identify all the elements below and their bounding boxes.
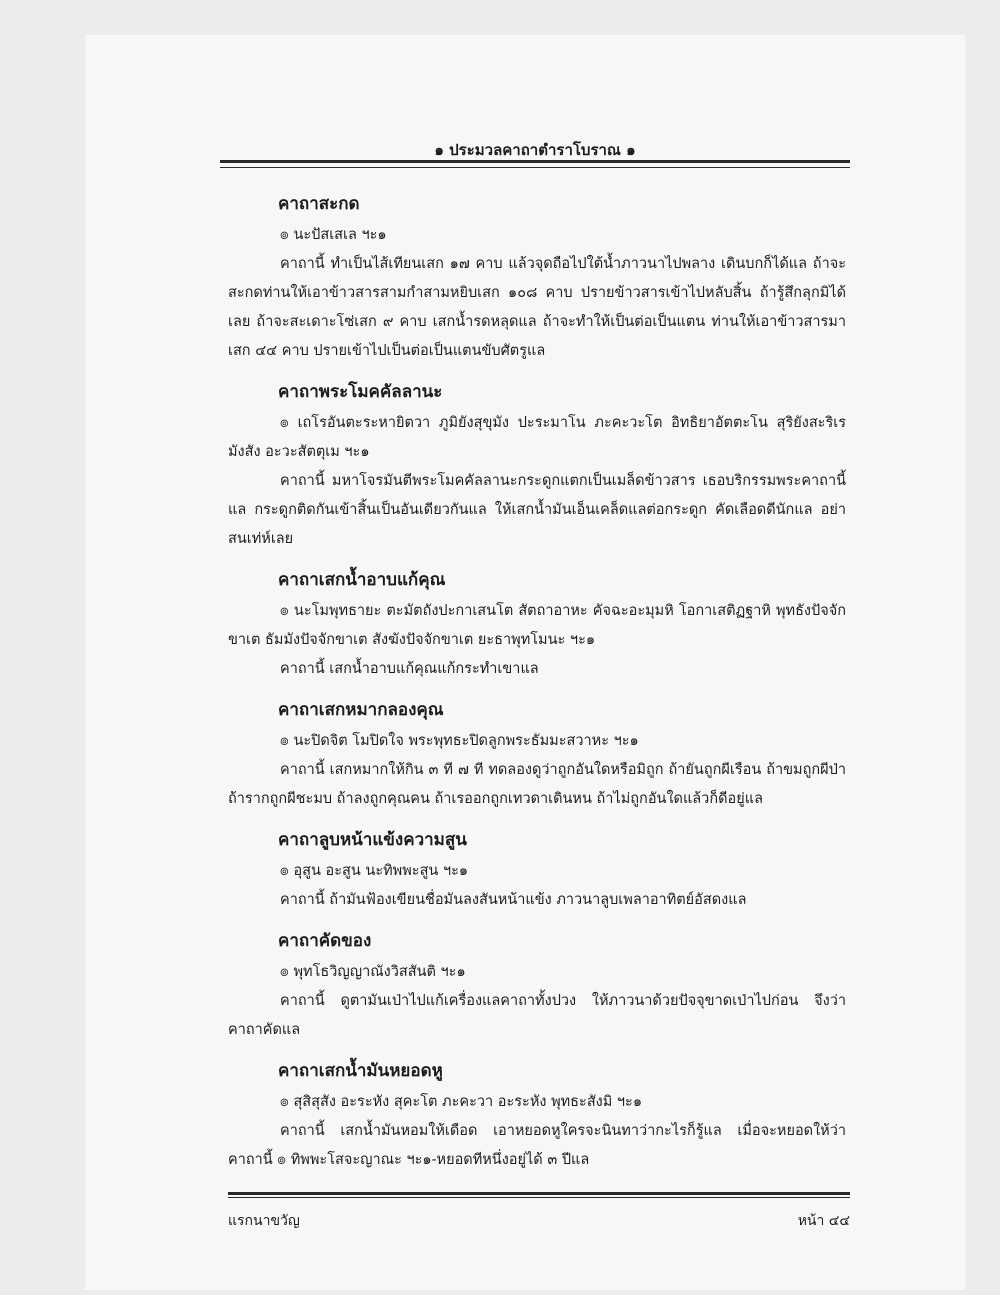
section	[228, 696, 846, 814]
section-heading: คาถาคัดของ	[278, 931, 372, 951]
incantation: ๏ นะปัสเสเล ฯะ๑	[280, 227, 387, 243]
section-text: คาถานี้ เสกน้ำมันหอมให้เดือด เอาหยอดหูใครจะนินทาว่ากะไรก็รู้แล เมื่อจะหยอดให้ว่าคาถานี้ ๏ ทิพพะโสจะญาณะ ฯะ๑-หยอดทีหนึ่งอยู่ได้ ๓ ปีแล	[228, 1123, 846, 1168]
incantation: ๏ สุสิสุสัง อะระหัง สุคะโต ภะคะวา อะระหัง พุทธะสังมิ ฯะ๑	[280, 1094, 643, 1110]
section-text: คาถานี้ เสกหมากให้กิน ๓ ที ๗ ที ทดลองดูว่าถูกอันใดหรือมิถูก ถ้ายันถูกผีเรือน ถ้าขมถูกผีป่า ถ้ารากถูกผีชะมบ ถ้าลงถูกคุณคน ถ้าเรออกถูกเทวดาเดินหน ถ้าไม่ถูกอันใดแล้วก็ดีอยู่แล	[228, 762, 846, 807]
section	[228, 566, 846, 684]
section	[228, 1057, 846, 1175]
footer-rule	[228, 1192, 850, 1198]
incantation: ๏ เถโรอันตะระหายิตวา ภูมิยังสุขุมัง ปะระมาโน ภะคะวะโต อิทธิยาอัตตะโน สุริยังสะริเรมังสัง อะวะสัตตุเม ฯะ๑	[228, 415, 846, 460]
section-heading: คาถาเสกน้ำมันหยอดหู	[278, 1061, 443, 1081]
running-header: ๑ ประมวลคาถาตำราโบราณ ๑	[434, 141, 636, 159]
incantation: ๏ อุสูน อะสูน นะทิพพะสูน ฯะ๑	[280, 863, 469, 879]
incantation: ๏ นะโมพุทธายะ ตะมัตถังปะกาเสนโต สัตถาอาหะ คัจฉะอะมุมหิ โอกาเสติฏฐาหิ พุทธังปัจจักขาเต ธัมมังปัจจักขาเต สังฆังปัจจักขาเต ยะธาพุทโมนะ ฯะ๑	[228, 603, 846, 648]
page-number: หน้า ๔๔	[797, 1213, 850, 1229]
section-heading: คาถาสะกด	[278, 194, 360, 214]
section-heading: คาถาเสกน้ำอาบแก้คุณ	[278, 570, 446, 590]
section-heading: คาถาพระโมคคัลลานะ	[278, 382, 443, 402]
document-body	[228, 190, 846, 1187]
section-text: คาถานี้ ทำเป็นไส้เทียนเสก ๑๗ คาบ แล้วจุดถือไปใต้น้ำภาวนาไปพลาง เดินบกก็ได้แล ถ้าจะสะกดท่านให้เอาข้าวสารสามกำสามหยิบเสก ๑๐๘ คาบ ปรายข้าวสารเข้าไปหลับสิ้น ถ้ารู้สึกลุกมิได้เลย ถ้าจะสะเดาะโซ่เสก ๙ คาบ เสกน้ำรดหลุดแล ถ้าจะทำให้เป็นต่อเป็นแตน ท่านให้เอาข้าวสารมาเสก ๔๔ คาบ ปรายเข้าไปเป็นต่อเป็นแตนขับศัตรูแล	[228, 256, 846, 359]
section-text: คาถานี้ ดูตามันเป่าไปแก้เครื่องแลคาถาทั้งปวง ให้ภาวนาด้วยปัจจุขาดเป่าไปก่อน จึงว่าคาถาคัดแล	[228, 993, 846, 1038]
section-text: คาถานี้ เสกน้ำอาบแก้คุณแก้กระทำเขาแล	[280, 661, 539, 677]
section	[228, 378, 846, 554]
section-heading: คาถาเสกหมากลองคุณ	[278, 700, 444, 720]
section-text: คาถานี้ ถ้ามันฟ้องเขียนชื่อมันลงสันหน้าแข้ง ภาวนาลูบเพลาอาทิตย์อัสดงแล	[280, 892, 747, 908]
section	[228, 826, 846, 915]
section-text: คาถานี้ มหาโจรมันตีพระโมคคัลลานะกระดูกแตกเป็นเมล็ดข้าวสาร เธอบริกรรมพระคาถานี้แล กระดูกติดกันเข้าสิ้นเป็นอันเดียวกันแล ให้เสกน้ำมันเอ็นเคล็ดแลต่อกระดูก คัดเลือดดีนักแล อย่าสนเท่ห์เลย	[228, 473, 846, 547]
footer-book-title: แรกนาขวัญ	[228, 1213, 300, 1229]
section	[228, 927, 846, 1045]
section	[228, 190, 846, 366]
header-rule	[220, 160, 850, 168]
incantation: ๏ นะปิดจิต โมปิดใจ พระพุทธะปิดลูกพระธัมมะสวาหะ ฯะ๑	[280, 733, 639, 749]
section-heading: คาถาลูบหน้าแข้งความสูน	[278, 830, 467, 850]
incantation: ๏ พุทโธวิญญาณังวิสสันติ ฯะ๑	[280, 964, 466, 980]
